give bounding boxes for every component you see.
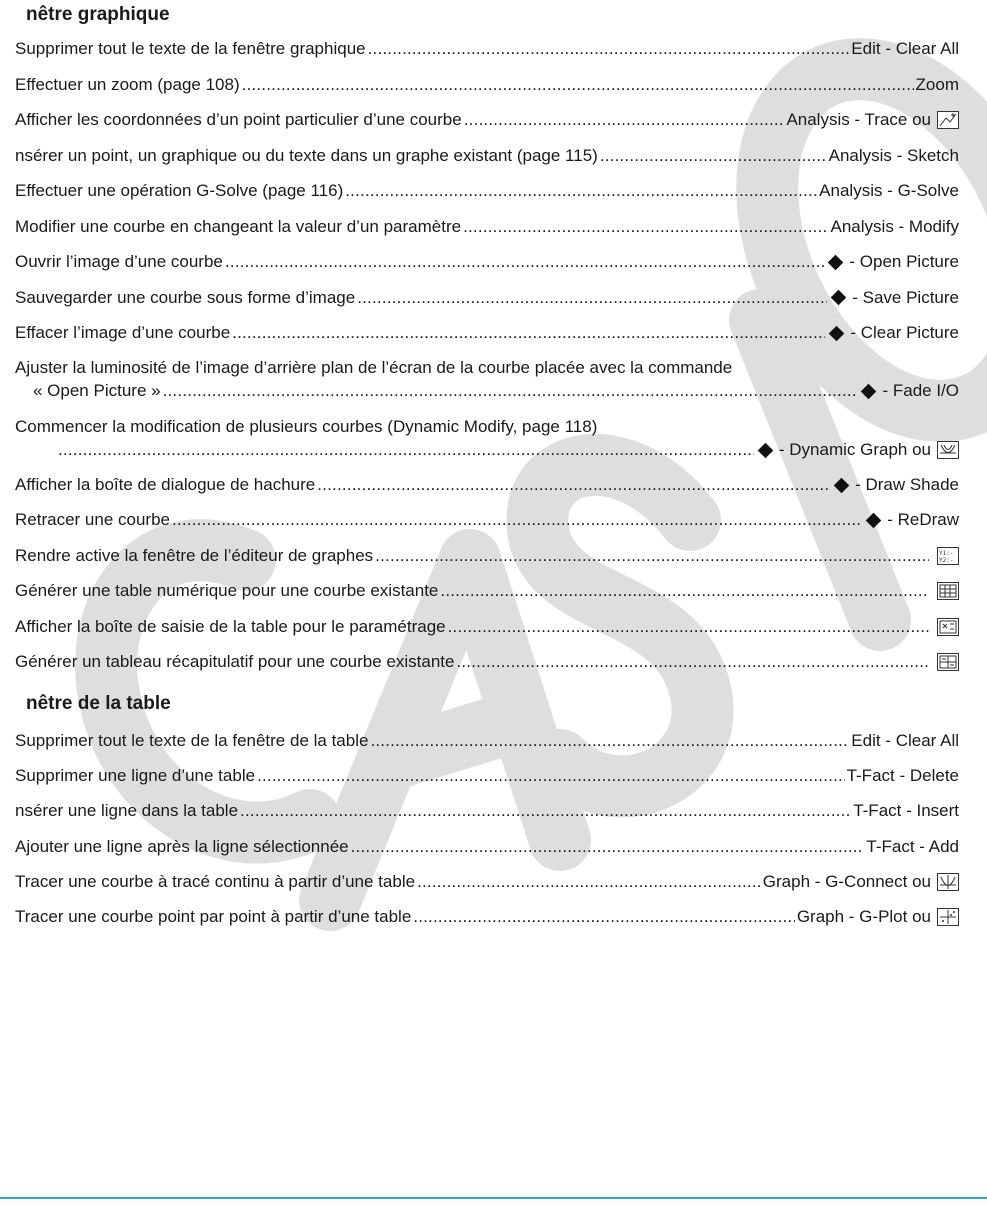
dynamic-action: - Dynamic Graph ou bbox=[778, 440, 931, 459]
diamond-icon bbox=[861, 383, 877, 399]
table-icon bbox=[937, 582, 959, 600]
command-row bbox=[15, 729, 959, 753]
command-description: Tracer une courbe point par point à partir d’une table bbox=[15, 907, 412, 926]
svg-text:Y2:-: Y2:- bbox=[939, 556, 954, 564]
leader-dots bbox=[351, 837, 865, 857]
leader-dots bbox=[257, 766, 845, 786]
leader-dots bbox=[448, 617, 929, 637]
command-description: Tracer une courbe à tracé continu à partir d’une table bbox=[15, 871, 416, 891]
leader-dots bbox=[172, 510, 862, 530]
diamond-icon bbox=[834, 477, 850, 493]
command-row bbox=[15, 473, 959, 497]
command-row bbox=[15, 286, 959, 310]
command-row bbox=[15, 615, 959, 639]
section-title-table: nêtre de la table bbox=[26, 693, 171, 714]
table-input-icon bbox=[937, 618, 959, 636]
command-action: - Draw Shade bbox=[855, 475, 959, 494]
command-description: Effectuer un zoom (page 108) bbox=[15, 74, 240, 94]
command-description: Afficher la boîte de dialogue de hachure bbox=[15, 475, 316, 494]
command-description: nsérer un point, un graphique ou du texte dans un graphe existant (page 115) bbox=[15, 145, 598, 165]
command-description: Rendre active la fenêtre de l’éditeur de graphes bbox=[15, 545, 374, 565]
command-action: - Save Picture bbox=[852, 287, 959, 307]
command-description: Effacer l’image d’une courbe bbox=[15, 323, 231, 342]
fade-action: - Fade I/O bbox=[882, 381, 959, 400]
command-row bbox=[15, 144, 959, 168]
summary-table-icon bbox=[937, 653, 959, 671]
command-row bbox=[15, 544, 959, 568]
diamond-icon bbox=[829, 325, 845, 341]
diamond-icon bbox=[758, 442, 774, 458]
diamond-icon bbox=[866, 513, 882, 529]
command-action: Analysis - Trace ou bbox=[786, 110, 931, 129]
command-row bbox=[15, 321, 959, 345]
leader-dots bbox=[417, 872, 761, 892]
leader-dots bbox=[232, 323, 825, 343]
command-action: Edit - Clear All bbox=[851, 39, 959, 58]
leader-dots bbox=[413, 907, 795, 927]
command-description: Effectuer une opération G-Solve (page 116) bbox=[15, 181, 344, 200]
command-description: Supprimer tout le texte de la fenêtre de la table bbox=[15, 731, 369, 750]
command-row bbox=[15, 250, 959, 274]
leader-dots bbox=[225, 252, 825, 272]
command-action: T-Fact - Delete bbox=[846, 766, 959, 786]
dynamic-row bbox=[56, 438, 959, 462]
trace-icon bbox=[937, 111, 959, 129]
leader-dots bbox=[357, 288, 827, 308]
command-description: Afficher la boîte de saisie de la table pour le paramétrage bbox=[15, 616, 446, 636]
command-action: Analysis - G-Solve bbox=[819, 181, 959, 200]
leader-dots bbox=[464, 110, 785, 130]
command-row bbox=[15, 835, 959, 859]
command-row bbox=[15, 870, 959, 894]
leader-dots bbox=[600, 146, 827, 166]
section-title-graph: nêtre graphique bbox=[26, 4, 170, 25]
dynamic-graph-icon bbox=[937, 441, 959, 459]
command-row bbox=[15, 650, 959, 674]
command-description: Modifier une courbe en changeant la valeur d’un paramètre bbox=[15, 216, 462, 236]
command-description: Sauvegarder une courbe sous forme d’image bbox=[15, 287, 356, 307]
command-row bbox=[15, 108, 959, 132]
leader-dots bbox=[370, 731, 849, 751]
command-row bbox=[15, 215, 959, 239]
fade-description-line1: Ajuster la luminosité de l’image d’arrière plan de l’écran de la courbe placée avec la commande bbox=[15, 358, 733, 377]
leader-dots bbox=[58, 440, 754, 460]
g-plot-icon bbox=[937, 908, 959, 926]
command-action: Zoom bbox=[915, 74, 959, 94]
leader-dots bbox=[375, 546, 929, 566]
command-description: Afficher les coordonnées d’un point particulier d’une courbe bbox=[15, 110, 462, 129]
command-action: Graph - G-Connect ou bbox=[762, 871, 931, 891]
svg-text:Y1:-: Y1:- bbox=[939, 549, 954, 557]
command-description: Supprimer une ligne d’une table bbox=[15, 766, 256, 786]
command-row bbox=[15, 73, 959, 97]
leader-dots bbox=[163, 381, 858, 401]
leader-dots bbox=[242, 75, 914, 95]
g-connect-icon bbox=[937, 873, 959, 891]
command-action: Edit - Clear All bbox=[851, 731, 959, 750]
leader-dots bbox=[463, 217, 828, 237]
command-action: - Open Picture bbox=[849, 252, 959, 271]
command-action: - ReDraw bbox=[887, 510, 959, 530]
leader-dots bbox=[345, 181, 817, 201]
command-row bbox=[15, 579, 959, 603]
leader-dots bbox=[456, 652, 929, 672]
command-description: Retracer une courbe bbox=[15, 510, 170, 530]
command-row bbox=[15, 37, 959, 61]
page-bottom-rule bbox=[0, 1197, 987, 1199]
command-description: Générer une table numérique pour une courbe existante bbox=[15, 581, 439, 601]
command-action: T-Fact - Add bbox=[866, 836, 959, 856]
command-description: Ajouter une ligne après la ligne sélectionnée bbox=[15, 836, 349, 856]
command-action: Analysis - Sketch bbox=[828, 145, 959, 165]
fade-row bbox=[33, 379, 959, 403]
leader-dots bbox=[240, 801, 851, 821]
dynamic-description-line1: Commencer la modification de plusieurs courbes (Dynamic Modify, page 118) bbox=[15, 417, 598, 436]
command-row bbox=[15, 799, 959, 823]
leader-dots bbox=[317, 475, 830, 495]
command-row bbox=[15, 764, 959, 788]
command-action: Analysis - Modify bbox=[830, 216, 959, 236]
command-action: Graph - G-Plot ou bbox=[796, 907, 931, 926]
diamond-icon bbox=[828, 254, 844, 270]
command-action: T-Fact - Insert bbox=[853, 801, 959, 821]
command-row bbox=[15, 905, 959, 929]
command-action: - Clear Picture bbox=[850, 323, 959, 342]
fade-description-line2: « Open Picture » bbox=[33, 381, 161, 400]
command-description: Générer un tableau récapitulatif pour une courbe existante bbox=[15, 652, 455, 671]
command-description: Supprimer tout le texte de la fenêtre graphique bbox=[15, 39, 366, 58]
command-row bbox=[15, 508, 959, 532]
command-description: Ouvrir l’image d’une courbe bbox=[15, 252, 223, 271]
command-row bbox=[15, 179, 959, 203]
command-description: nsérer une ligne dans la table bbox=[15, 801, 239, 821]
leader-dots bbox=[440, 581, 929, 601]
diamond-icon bbox=[831, 290, 847, 306]
leader-dots bbox=[368, 39, 850, 59]
graph-editor-icon bbox=[937, 547, 959, 565]
